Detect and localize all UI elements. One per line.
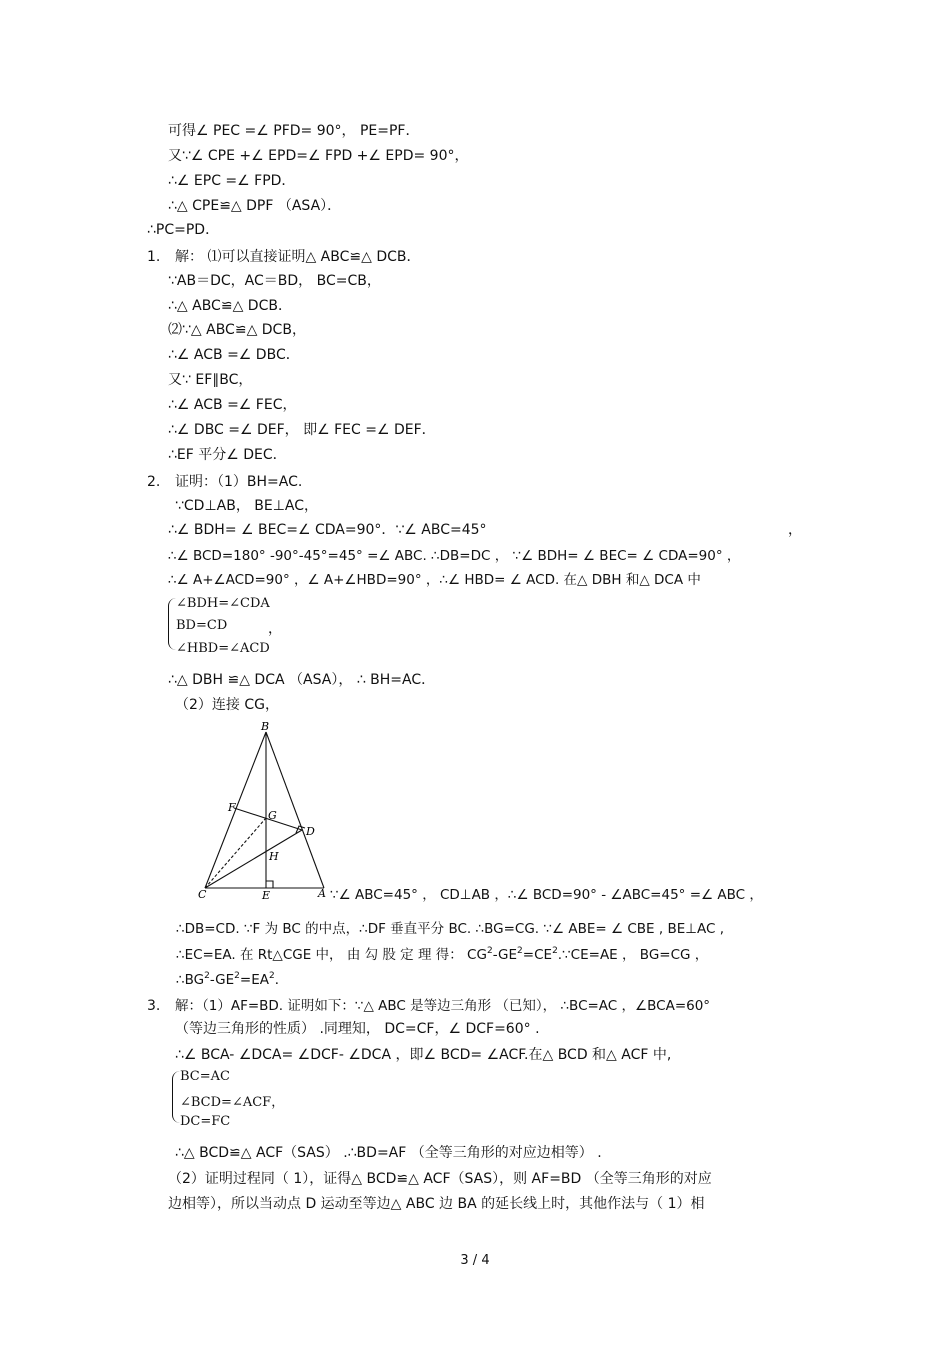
q1-line-h: ∴∠ DBC =∠ DEF， 即∠ FEC =∠ DEF．: [168, 422, 436, 438]
q3-system-item-1: BC=AC: [180, 1069, 230, 1084]
q1-number: 1.: [147, 249, 161, 265]
segment-cg-dashed: [205, 818, 266, 888]
q2-j-part4: .∵CE=AE ， BG=CG ，: [557, 947, 709, 963]
q3-system-item-3: DC=FC: [180, 1114, 231, 1129]
q2-j-part3: =CE: [522, 947, 553, 963]
label-c: C: [198, 888, 207, 900]
q3-line-d: ∴△ BCD≌△ ACF（SAS） .∴BD=AF （全等三角形的对应边相等） .: [175, 1145, 602, 1161]
q2-system-item-3: ∠HBD=∠ACD: [176, 641, 270, 656]
q2-number: 2.: [147, 474, 161, 490]
q3-line-e: （2）证明过程同（ 1），证得△ BCD≌△ ACF（SAS），则 AF=BD （全等三角形的对应: [168, 1171, 712, 1187]
line-congruent-cpe-dpf: ∴△ CPE≌△ DPF （ASA）．: [168, 198, 342, 214]
label-a: A: [318, 887, 326, 900]
q2-k-part3: =EA: [239, 972, 269, 988]
q1-line-c: ∴△ ABC≌△ DCB．: [168, 298, 292, 314]
q3-line-a: 解：（1）AF=BD. 证明如下：∵△ ABC 是等边三角形 （已知）， ∴BC=AC ，∠BCA=60°: [175, 998, 711, 1014]
segment-cd: [205, 830, 302, 888]
label-b: B: [261, 720, 270, 733]
q1-line-i: ∴EF 平分∠ DEC．: [168, 447, 287, 463]
q2-k-part1: ∴BG: [176, 972, 205, 988]
exp-2e: 2: [234, 971, 240, 981]
exp-2c: 2: [552, 946, 558, 956]
q2-line-c: ∴∠ BDH= ∠ BEC=∠ CDA=90°．∵∠ ABC=45°: [168, 522, 487, 538]
q2-line-c-comma: ，: [788, 522, 802, 538]
q2-j-part1: ∴EC=EA. 在 Rt△CGE 中， 由 勾 股 定 理 得： CG: [176, 947, 487, 963]
page-number: 3 / 4: [460, 1253, 490, 1268]
label-h: H: [269, 850, 279, 863]
q3-line-f: 边相等），所以当动点 D 运动至等边△ ABC 边 BA 的延长线上时，其他作法与（ 1）相: [168, 1196, 705, 1212]
label-f: F: [228, 801, 236, 814]
exp-2b: 2: [517, 946, 523, 956]
q2-line-f: ∴△ DBH ≌△ DCA （ASA）， ∴ BH=AC．: [168, 672, 436, 688]
q2-line-i: ∴DB=CD. ∵F 为 BC 的中点，∴DF 垂直平分 BC. ∴BG=CG. ∵∠ ABE= ∠ CBE , BE⊥AC ,: [176, 921, 725, 937]
label-d: D: [306, 825, 315, 838]
q3-system-item-2: ∠BCD=∠ACF，: [180, 1095, 285, 1110]
exp-2f: 2: [268, 971, 275, 981]
q3-equation-system: [172, 1069, 302, 1133]
q2-system-item-2: BD=CD: [176, 618, 228, 633]
line-pc-pd: ∴PC=PD．: [147, 222, 220, 238]
exp-2a: 2: [486, 946, 493, 956]
exp-2d: 2: [204, 971, 210, 981]
q2-line-g: （2）连接 CG，: [175, 697, 279, 713]
q2-k-part2: -GE: [209, 972, 235, 988]
triangle-figure: [196, 720, 336, 900]
line-cpe-epd: 又∵∠ CPE +∠ EPD=∠ FPD +∠ EPD= 90°，: [168, 148, 469, 164]
label-g: G: [268, 809, 277, 822]
q1-line-a: 解： ⑴可以直接证明△ ABC≌△ DCB．: [175, 249, 421, 265]
q2-line-a: 证明：（1）BH=AC.: [175, 474, 303, 490]
line-pec-pfd: 可得∠ PEC =∠ PFD= 90°， PE=PF．: [168, 123, 420, 139]
line-epc-fpd: ∴∠ EPC =∠ FPD．: [168, 173, 296, 189]
q3-line-c: ∴∠ BCA- ∠DCA= ∠DCF- ∠DCA ，即∠ BCD= ∠ACF.在△ BCD 和△ ACF 中,: [175, 1047, 672, 1063]
q3-line-b: （等边三角形的性质） .同理知， DC=CF，∠ DCF=60° .: [175, 1021, 540, 1037]
q1-line-d: ⑵∵△ ABC≌△ DCB，: [168, 322, 306, 338]
q1-line-e: ∴∠ ACB =∠ DBC．: [168, 347, 300, 363]
q1-line-f: 又∵ EF∥BC，: [168, 372, 253, 388]
label-e: E: [262, 889, 271, 900]
q2-line-k: [176, 971, 288, 989]
q2-system-comma: ，: [268, 621, 282, 637]
q2-line-h: ∵∠ ABC=45° ， CD⊥AB ，∴∠ BCD=90° - ∠ABC=45° =∠ ABC ，: [330, 887, 763, 903]
right-angle-mark-e: [266, 881, 273, 888]
q2-line-b: ∵CD⊥AB， BE⊥AC，: [175, 498, 319, 514]
q2-k-part4: ．: [274, 972, 289, 988]
q1-line-b: ∵AB＝DC，AC＝BD， BC=CB，: [168, 273, 381, 289]
q2-system-item-1: ∠BDH=∠CDA: [176, 596, 270, 611]
q2-line-j: [176, 946, 708, 964]
q2-line-e: ∴∠ A+∠ACD=90° ，∠ A+∠HBD=90° ，∴∠ HBD= ∠ ACD. 在△ DBH 和△ DCA 中: [168, 572, 701, 588]
q2-j-part2: -GE: [492, 947, 518, 963]
q1-line-g: ∴∠ ACB =∠ FEC，: [168, 397, 297, 413]
q2-line-d: ∴∠ BCD=180° -90°-45°=45° =∠ ABC. ∴DB=DC ， ∵∠ BDH= ∠ BEC= ∠ CDA=90° ，: [168, 548, 741, 564]
q3-number: 3.: [147, 998, 161, 1014]
